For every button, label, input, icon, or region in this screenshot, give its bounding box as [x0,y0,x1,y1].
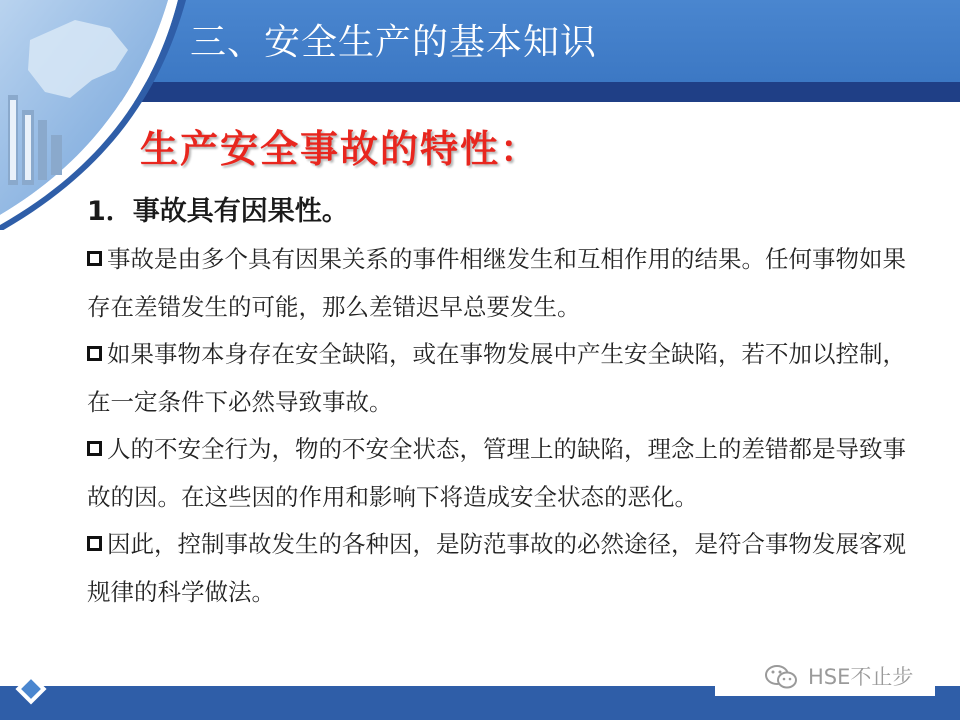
wechat-icon [764,664,800,690]
section-subtitle: 生产安全事故的特性： [140,127,541,171]
checkbox-square-icon [87,346,102,361]
bullet-text: 因此，控制事故发生的各种因，是防范事故的必然途径，是符合事物发展客观规律的科学做法。 [87,530,906,606]
bullet-item [87,521,927,616]
bullet-item [87,331,927,426]
page-title: 三、安全生产的基本知识 [190,22,598,63]
header-stripe [120,82,960,102]
bullet-text: 事故是由多个具有因果关系的事件相继发生和互相作用的结果。任何事物如果存在差错发生的可能，那么差错迟早总要发生。 [87,245,906,321]
bullet-text: 人的不安全行为，物的不安全状态，管理上的缺陷，理念上的差错都是导致事故的因。在这些因的作用和影响下将造成安全状态的恶化。 [87,435,906,511]
checkbox-square-icon [87,441,102,456]
content-body [87,190,927,616]
checkbox-square-icon [87,251,102,266]
bullet-item [87,236,927,331]
watermark-text: HSE不止步 [808,665,914,689]
point-heading: 1．事故具有因果性。 [87,196,349,227]
bullet-item [87,426,927,521]
bullet-text: 如果事物本身存在安全缺陷，或在事物发展中产生安全缺陷，若不加以控制，在一定条件下必然导致事故。 [87,340,906,416]
checkbox-square-icon [87,536,102,551]
